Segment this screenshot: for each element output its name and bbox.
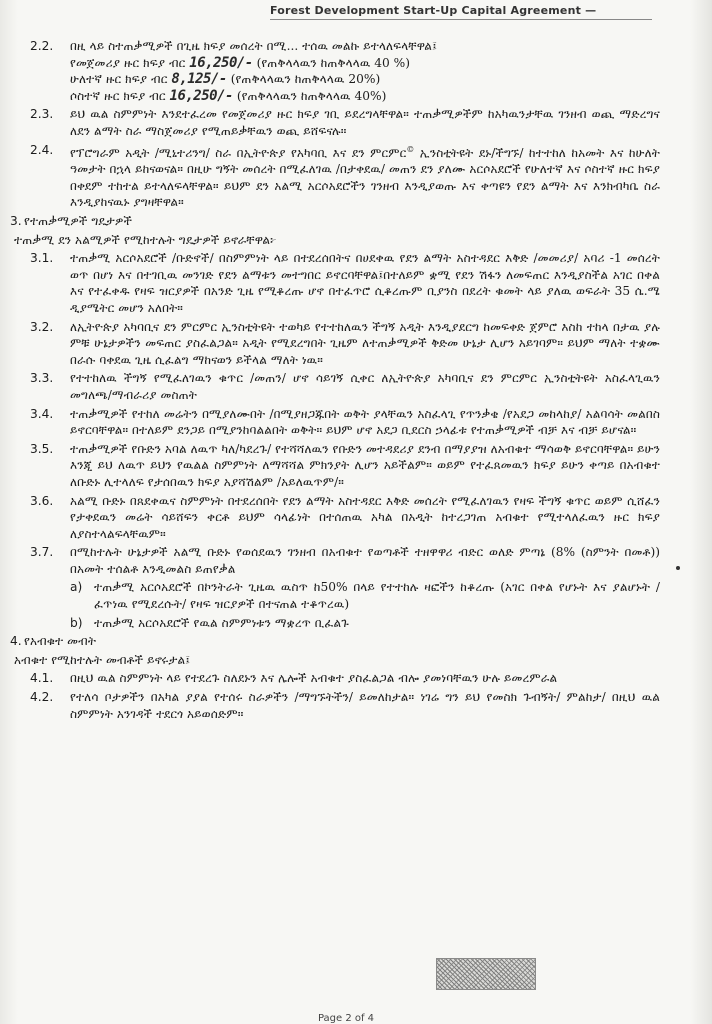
payment-label: የመጀመሪያ ዙር ክፍያ ብር: [70, 55, 186, 70]
payment-line-2: [30, 71, 660, 88]
section-title: የተጠቃሚዎች ግዴታዎች: [24, 214, 133, 228]
payment-label: ሁለተኛ ዙር ክፍያ ብር: [70, 72, 168, 87]
payment-note: (የጠቅላላዉን ከጠቅላላዉ 40 %): [256, 55, 410, 70]
sub-clause-text: ተጠቃሚ አርሶአደሮች በኮንትራት ጊዜዉ ዉስጥ ከ50% በላይ የተተከሉ ዛፎችን ከቆረጡ (አገር በቀል የሆኑት እና ያልሆኑት /ፈጥነዉ የሚደረሱት/ የዛፍ ዝርያዎች በተናጠል ተቆጥረዉ): [94, 580, 660, 612]
section-3-intro: ተጠቃሚ ደን አልሚዎች የሚከተሉት ግዴታዎች ይኖራቸዋል፦: [14, 232, 277, 247]
clause-text: አልሚ ቡድኑ በጸደቀዉና ስምምነት በተደረሰበት የደን ልማት አስተዳደር እቅድ መሰረት የሚፈለገዉን የዛፍ ችግኝ ቁጥር ወይም ሲሸፈን የታቀደዉን መሬት ሳይሸፍን ቀርቶ ይህም ሳላፊነት በተሰጠዉ አካል በአዲት ከተረጋገጠ አብቁተ የሚተላለፈዉን ዙር ክፍያ ለያስተላልፍላቸዉም።: [70, 493, 660, 541]
registered-mark-icon: ©: [406, 144, 415, 154]
clause-number: 3.7.: [30, 545, 54, 560]
payment-label: ሶስተኛ ዙር ክፍያ ብር: [70, 88, 166, 103]
sub-clause-letter: b): [70, 615, 83, 630]
clause-text: የተተከለዉ ችግኝ የሚፈለገዉን ቁጥር /መጠን/ ሆኖ ሳይገኝ ሲቀር ለኢትዮጵያ አካባቢና ደን ምርምር ኢንስቲትዩት አስፈላጊዉን መግለጫ/ማብራሪያ መስጠት: [70, 371, 660, 402]
clause-number: 4.2.: [30, 690, 54, 705]
section-number: 3.: [10, 214, 22, 228]
sub-clause-letter: a): [70, 580, 83, 595]
clause-number: 4.1.: [30, 671, 54, 686]
payment-note: (የጠቅላላዉን ከጠቅላላዉ 20%): [230, 72, 381, 87]
clause-number: 3.2.: [30, 319, 54, 334]
clause-3-5: [10, 441, 660, 491]
clause-text: በሚከተሉት ሁኔታዎች አልሚ ቡድኑ የወሰደዉን ገንዘብ በአብቁተ የወጣቶች ተዘዋዋሪ ብድር ወለድ ምጣኔ (8% (ስምንት በመቶ)) በአመት ተሰልቶ እንዲመልስ ይጠየቃል: [70, 545, 660, 576]
page-header: Forest Development Start-Up Capital Agreement —: [270, 4, 652, 20]
clause-number: 3.6.: [30, 493, 54, 508]
clause-text: በዚ ላይ ስተጠቃሚዎች በጊዜ ክፍያ መሰረት በሚ... ተሰዉ መልኩ ይተላለፍላቸዋል፤: [70, 39, 437, 53]
clause-3-7-a: [10, 579, 660, 612]
clause-3-6: [10, 493, 660, 543]
clause-number: 2.3.: [30, 107, 54, 122]
clause-3-2: [10, 319, 660, 369]
clause-3-4: [10, 406, 660, 439]
clause-text: የተለሳ ቦታዎችን በአካል ያያል የተሰሩ ስራዎችን /ማግኙትችን/ ይመለከታል። ነገሬ ግን ይህ የመስክ ጉብኝት/ ምልከታ/ በዚህ ዉል ስምምነት አንገዳች ተደርጎ አይወሰድም።: [70, 690, 660, 721]
clause-text: ለኢትዮጵያ አካባቢና ደን ምርምር ኢንስቲትዩት ተወካይ የተተከለዉን ችግኝ አዲት እንዲያደርግ ከመፍቀድ ጀምሮ እስከ ተከላ በታዉ ያሉ ምቹ ሁኔታዎችን መፍጠር ያስፈልጋል። አዲት የሚደረግበት ጊዜም ለተጠቃሚዎች ቅድመ ሁኔታ ሊሆን አይገባም። ይህም ማለት ተቋሙ በራሱ ባቀደዉ ጊዜ ሲፈልግ ማከናወን ይችላል ማለት ነዉ።: [70, 319, 660, 367]
stamp-seal-icon: [436, 958, 536, 990]
payment-line-1: [30, 55, 660, 72]
clause-4-2: [10, 689, 660, 722]
payment-amount-handwritten: 8,125/-: [171, 71, 227, 88]
clause-2-4: [10, 142, 660, 211]
clause-number: 3.3.: [30, 371, 54, 386]
clause-text: ተጠቃሚዎች የተከለ መሬትን በሚያለሙበት /በሚያዘጋጁበት ወቅት ያላቸዉን አስፈላጊ የጥንቃቄ /የአደጋ መከላከያ/ አልባሳት መልበስ ይኖርባቸዋል። በተለይም ደንጋይ በሚያንከባልልበት ወቅት። ይህም ሆኖ አደጋ ቢደርስ ኃላፊቱ የተጠቃሚዎች ብቻ እና ብቻ ይሆናል።: [70, 406, 660, 438]
payment-note: (የጠቅላላዉን ከጠቅላላዉ 40%): [236, 88, 387, 103]
clause-text: በዚህ ዉል ስምምነት ላይ የተደረጉ ስለደኑን እና ሌሎች አብቁተ ያስፈልጋል ብሎ ያመነባቸዉን ሁሉ ይመረምራል: [70, 671, 558, 686]
sub-clause-text: ተጠቃሚ አርሶአደሮች የዉል ስምምነቱን ማቋረጥ ቢፈልጉ: [94, 615, 349, 630]
clause-4-1: [10, 670, 660, 687]
section-title: የአብቁተ መብት: [24, 634, 97, 649]
clause-3-7: [10, 544, 660, 577]
clause-text: ይህ ዉል ስምምነት እንደተፈረመ የመጀመሪያ ዙር ክፍያ ገቢ ይደረግላቸዋል። ተጠቃሚዎችም ከአካዉንታቸዉ ገንዘብ ወጪ ማድረግና ለደን ልማት ስራ ማስጀመሪያ የሚጠይቃቸዉን ወጪ ይሸፍናሉ።: [70, 107, 660, 138]
scan-speck: [676, 566, 680, 570]
section-4-intro: አብቁተ የሚከተሉት መብቶች ይኖሩታል፤: [14, 652, 191, 667]
section-number: 4.: [10, 634, 22, 649]
clause-3-1: [10, 250, 660, 316]
page-footer: [0, 1013, 712, 1024]
clause-number: 2.4.: [30, 142, 54, 157]
payment-line-3: [30, 88, 660, 105]
payment-amount-handwritten: 16,250/-: [189, 54, 253, 71]
clause-2-2: [10, 38, 660, 104]
clause-text: [30, 142, 660, 211]
document-body: [10, 38, 660, 724]
clause-text: ተጠቃሚ አርሶአደሮች /ቡድኖች/ በስምምነት ላይ በተደረሰበትና በሀደቀዉ የደን ልማት አስተዳደር እቅድ /መመሪያ/ አባሪ -1 መሰረት ወጥ በሆነ እና በተገቢዉ መንገድ የደን ልማቱን መተግበር ይኖርባቸዋል፤በተለይም ቋሚ የደን ሽፋን ለመፍጠር እንዲያስችል አገር በቀል እና የተፈቀዱ የዛፍ ዝርያዎች በአንድ ጊዜ የሚቆረጡ ሆኖ በተፈጥሮ ሲቆረጡም ቢያንስ በደረት ቁመት ላይ ያለዉ ወፍራት 35 ሴ.ሜ ዲያሜትር መሆን አለበት።: [70, 251, 660, 315]
section-4-heading: [10, 633, 660, 650]
clause-3-7-b: [10, 615, 660, 632]
page-number: Page 2 of 4: [317, 1013, 375, 1024]
section-3-heading: [10, 213, 660, 230]
clause-number: 3.5.: [30, 441, 54, 456]
clause-text-part-b: ኢንስቲትዩት ደኑ/ችግኙ/ ከተተከለ ከአመት እና ከሁለት ዓመታት በኋላ ይከናወናል። በዚሁ ግኝት መሰረት በሚፈለገዉ /በታቀደዉ/ መጠን ደን ያለሙ አርሶአደሮች የሁለተኛ እና ሶስተኛ ዙር ክፍያ በቀደም ተከተል ይተላለፍላቸዋል። ይህም ደን አልሚ አርሶአደሮችን ገንዘብ እንዲያወጡ እና ቀጣዩን የደን ልማት እና እንክብካቤ ስራ እንዲያከናዉኑ ያግዛቸዋል።: [70, 145, 661, 210]
clause-number: 3.1.: [30, 251, 54, 266]
clause-text: ተጠቃሚዎች የቡድን አባል ለዉጥ ካለ/ካደረጉ/ የተሻሻለዉን የቡድን መተዳደሪያ ደንብ በማያያዝ ለአብቁተ ማሳወቅ ይኖርባቸዋል። ይሁን እንጂ ይህ ለዉጥ ይህን የዉልል ስምምነት ለማሻሻል ምክንያት ሊሆን አይችልም። ወይም የተፈጸመዉን ክፍያ ይሁን ቀጣይ በአብቁተ ለቡድኑ ሊተላለፍ የታሰበዉን ክፍያ አያሻሽልም /አይለዉጥም/።: [70, 441, 660, 489]
clause-3-3: [10, 370, 660, 403]
clause-number: 2.2.: [30, 39, 54, 53]
payment-amount-handwritten: 16,250/-: [169, 87, 233, 104]
clause-2-3: [10, 106, 660, 139]
clause-number: 3.4.: [30, 406, 54, 421]
clause-text-part-a: የፕሮግራም አዲት /ሚኒተሪንግ/ ስራ በኢትዮጵያ የአካባቢ እና ደን ምርምር: [70, 145, 407, 160]
